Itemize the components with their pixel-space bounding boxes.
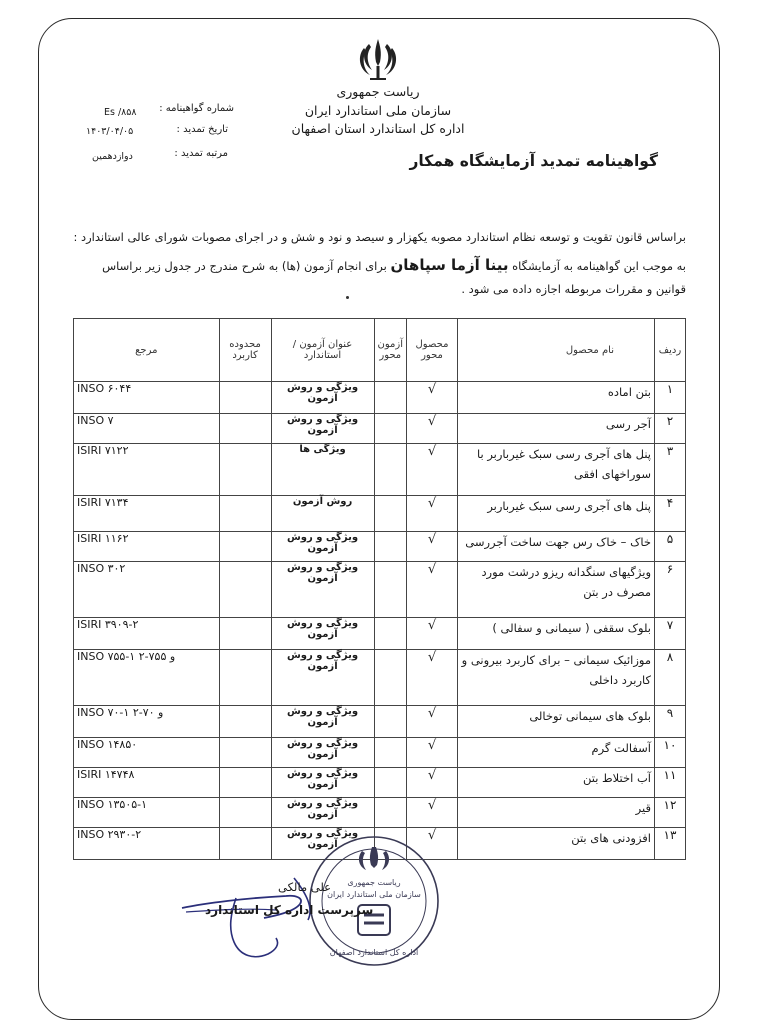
test-axis-cell bbox=[374, 618, 406, 650]
header-test-axis: آزمون محور bbox=[374, 319, 406, 382]
svg-text:اداره کل استاندارد اصفهان: اداره کل استاندارد اصفهان bbox=[329, 948, 419, 957]
test-method: ویژگی و روش آزمون bbox=[271, 414, 374, 444]
renewal-date-value: ۱۴۰۳/۰۴/۰۵ bbox=[86, 126, 134, 137]
test-axis-cell bbox=[374, 738, 406, 768]
scope-cell bbox=[219, 562, 271, 618]
product-axis-check: √ bbox=[407, 738, 458, 768]
product-axis-check: √ bbox=[407, 382, 458, 414]
test-method: ویژگی و روش آزمون bbox=[271, 706, 374, 738]
product-name: بلوک های سیمانی توخالی bbox=[458, 706, 655, 738]
test-axis-cell bbox=[374, 768, 406, 798]
row-number: ۸ bbox=[655, 650, 686, 706]
table-row bbox=[74, 532, 686, 562]
row-number: ۴ bbox=[655, 496, 686, 532]
test-method: ویژگی و روش آزمون bbox=[271, 798, 374, 828]
signatory-name: علی مالکی bbox=[278, 880, 332, 894]
product-axis-check: √ bbox=[407, 798, 458, 828]
product-name: بتن اماده bbox=[458, 382, 655, 414]
header-reference: مرجع bbox=[74, 319, 220, 382]
product-axis-check: √ bbox=[407, 650, 458, 706]
reference-standard: INSO ۱۴۸۵۰ bbox=[74, 738, 220, 768]
test-method: ویژگی و روش آزمون bbox=[271, 382, 374, 414]
header-row-number: ردیف bbox=[655, 319, 686, 382]
product-axis-check: √ bbox=[407, 444, 458, 496]
tests-table bbox=[73, 318, 686, 860]
table-row bbox=[74, 618, 686, 650]
header-line-department: اداره کل استاندارد استان اصفهان bbox=[291, 121, 465, 136]
cert-number-label: شماره گواهینامه : bbox=[159, 103, 234, 114]
reference-standard: ISIRI ۷۱۲۲ bbox=[74, 444, 220, 496]
document-title: گواهینامه تمدید آزمایشگاه همکار bbox=[409, 152, 658, 170]
scope-cell bbox=[219, 532, 271, 562]
test-method: ویژگی و روش آزمون bbox=[271, 562, 374, 618]
cert-number-value: Es /۸۵۸ bbox=[104, 107, 137, 118]
test-method: ویژگی و روش آزمون bbox=[271, 828, 374, 860]
reference-standard: ISIRI ۱۴۷۴۸ bbox=[74, 768, 220, 798]
reference-standard: INSO ۷۵۵-۱ و ۷۵۵-۲ bbox=[74, 650, 220, 706]
reference-standard: ISIRI ۱۱۶۲ bbox=[74, 532, 220, 562]
scope-cell bbox=[219, 706, 271, 738]
table-row bbox=[74, 706, 686, 738]
scope-cell bbox=[219, 828, 271, 860]
renewal-rank-value: دوازدهمین bbox=[92, 151, 133, 162]
scope-cell bbox=[219, 798, 271, 828]
product-name: آجر رسی bbox=[458, 414, 655, 444]
table-row bbox=[74, 562, 686, 618]
product-name: موزائیک سیمانی – برای کاربرد بیرونی و کاربرد داخلی bbox=[458, 650, 655, 706]
test-method: ویژگی و روش آزمون bbox=[271, 618, 374, 650]
product-axis-check: √ bbox=[407, 706, 458, 738]
table-body bbox=[74, 382, 686, 860]
product-axis-check: √ bbox=[407, 618, 458, 650]
row-number: ۱ bbox=[655, 382, 686, 414]
test-axis-cell bbox=[374, 650, 406, 706]
reference-standard: INSO ۱۳۵۰۵-۱ bbox=[74, 798, 220, 828]
test-method: ویژگی و روش آزمون bbox=[271, 650, 374, 706]
row-number: ۱۰ bbox=[655, 738, 686, 768]
row-number: ۱۲ bbox=[655, 798, 686, 828]
header-product-name: نام محصول bbox=[458, 319, 655, 382]
test-axis-cell bbox=[374, 444, 406, 496]
reference-standard: INSO ۷ bbox=[74, 414, 220, 444]
table-row bbox=[74, 768, 686, 798]
header-line-organization: سازمان ملی استاندارد ایران bbox=[304, 103, 452, 118]
reference-standard: ISIRI ۷۱۳۴ bbox=[74, 496, 220, 532]
test-axis-cell bbox=[374, 496, 406, 532]
signatory-title: سرپرست اداره کل استاندارد bbox=[205, 903, 374, 917]
reference-standard: INSO ۶۰۴۴ bbox=[74, 382, 220, 414]
test-method: ویژگی و روش آزمون bbox=[271, 768, 374, 798]
table-header-row bbox=[74, 319, 686, 382]
body-line-1: براساس قانون تقویت و توسعه نظام استاندارد مصوبه یکهزار و سیصد و نود و شش و در اجرای مصوبات شورای عالی استاندارد : bbox=[73, 230, 686, 244]
ink-dot bbox=[346, 296, 349, 299]
table-row bbox=[74, 798, 686, 828]
table-row bbox=[74, 414, 686, 444]
row-number: ۲ bbox=[655, 414, 686, 444]
scope-cell bbox=[219, 496, 271, 532]
scope-cell bbox=[219, 738, 271, 768]
row-number: ۶ bbox=[655, 562, 686, 618]
test-axis-cell bbox=[374, 706, 406, 738]
test-axis-cell bbox=[374, 562, 406, 618]
product-name: ویژگیهای سنگدانه ریزو درشت مورد مصرف در بتن bbox=[458, 562, 655, 618]
row-number: ۱۳ bbox=[655, 828, 686, 860]
reference-standard: INSO ۷۰-۱ و ۷۰-۲ bbox=[74, 706, 220, 738]
scope-cell bbox=[219, 382, 271, 414]
test-axis-cell bbox=[374, 798, 406, 828]
test-axis-cell bbox=[374, 382, 406, 414]
test-method: ویژگی و روش آزمون bbox=[271, 738, 374, 768]
header-product-axis: محصول محور bbox=[407, 319, 458, 382]
product-axis-check: √ bbox=[407, 496, 458, 532]
table-row bbox=[74, 496, 686, 532]
product-axis-check: √ bbox=[407, 532, 458, 562]
body-line-2-before: به موجب این گواهینامه به آزمایشگاه bbox=[512, 259, 686, 273]
product-name: پنل های آجری رسی سبک غیرباربر با سوراخهای افقی bbox=[458, 444, 655, 496]
renewal-rank-label: مرتبه تمدید : bbox=[174, 148, 228, 159]
test-method: روش آزمون bbox=[271, 496, 374, 532]
iran-emblem-icon bbox=[356, 36, 400, 82]
header-line-presidency: ریاست جمهوری bbox=[336, 84, 420, 99]
product-axis-check: √ bbox=[407, 562, 458, 618]
renewal-date-label: تاریخ تمدید : bbox=[176, 124, 228, 135]
product-name: افزودنی های بتن bbox=[458, 828, 655, 860]
lab-name: بینا آزما سپاهان bbox=[390, 256, 509, 274]
row-number: ۹ bbox=[655, 706, 686, 738]
body-line-2-after: برای انجام آزمون (ها) به شرح مندرج در جدول زیر براساس bbox=[102, 259, 387, 273]
row-number: ۳ bbox=[655, 444, 686, 496]
test-axis-cell bbox=[374, 414, 406, 444]
header-scope: محدوده کاربرد bbox=[219, 319, 271, 382]
row-number: ۱۱ bbox=[655, 768, 686, 798]
table-row bbox=[74, 382, 686, 414]
scope-cell bbox=[219, 618, 271, 650]
product-name: قیر bbox=[458, 798, 655, 828]
row-number: ۵ bbox=[655, 532, 686, 562]
scope-cell bbox=[219, 650, 271, 706]
reference-standard: ISIRI ۳۹۰۹-۲ bbox=[74, 618, 220, 650]
table-row bbox=[74, 738, 686, 768]
body-line-2 bbox=[102, 256, 686, 274]
product-axis-check: √ bbox=[407, 414, 458, 444]
row-number: ۷ bbox=[655, 618, 686, 650]
scope-cell bbox=[219, 414, 271, 444]
reference-standard: INSO ۳۰۲ bbox=[74, 562, 220, 618]
test-axis-cell bbox=[374, 532, 406, 562]
product-axis-check: √ bbox=[407, 828, 458, 860]
reference-standard: INSO ۲۹۳۰-۲ bbox=[74, 828, 220, 860]
table-row bbox=[74, 444, 686, 496]
product-name: پنل های آجری رسی سبک غیرباربر bbox=[458, 496, 655, 532]
test-method: ویژگی و روش آزمون bbox=[271, 532, 374, 562]
scope-cell bbox=[219, 444, 271, 496]
header-test-method: عنوان آزمون /استاندارد bbox=[271, 319, 374, 382]
product-axis-check: √ bbox=[407, 768, 458, 798]
product-name: آب اختلاط بتن bbox=[458, 768, 655, 798]
scope-cell bbox=[219, 768, 271, 798]
product-name: خاک – خاک رس جهت ساخت آجررسی bbox=[458, 532, 655, 562]
product-name: بلوک سقفی ( سیمانی و سفالی ) bbox=[458, 618, 655, 650]
svg-text:سازمان ملی استاندارد ایران: سازمان ملی استاندارد ایران bbox=[327, 890, 421, 899]
body-line-3: قوانین و مقررات مربوطه اجازه داده می شود . bbox=[461, 282, 686, 296]
product-name: آسفالت گرم bbox=[458, 738, 655, 768]
svg-text:ریاست جمهوری: ریاست جمهوری bbox=[347, 878, 401, 887]
test-method: ویژگی ها bbox=[271, 444, 374, 496]
table-row bbox=[74, 650, 686, 706]
